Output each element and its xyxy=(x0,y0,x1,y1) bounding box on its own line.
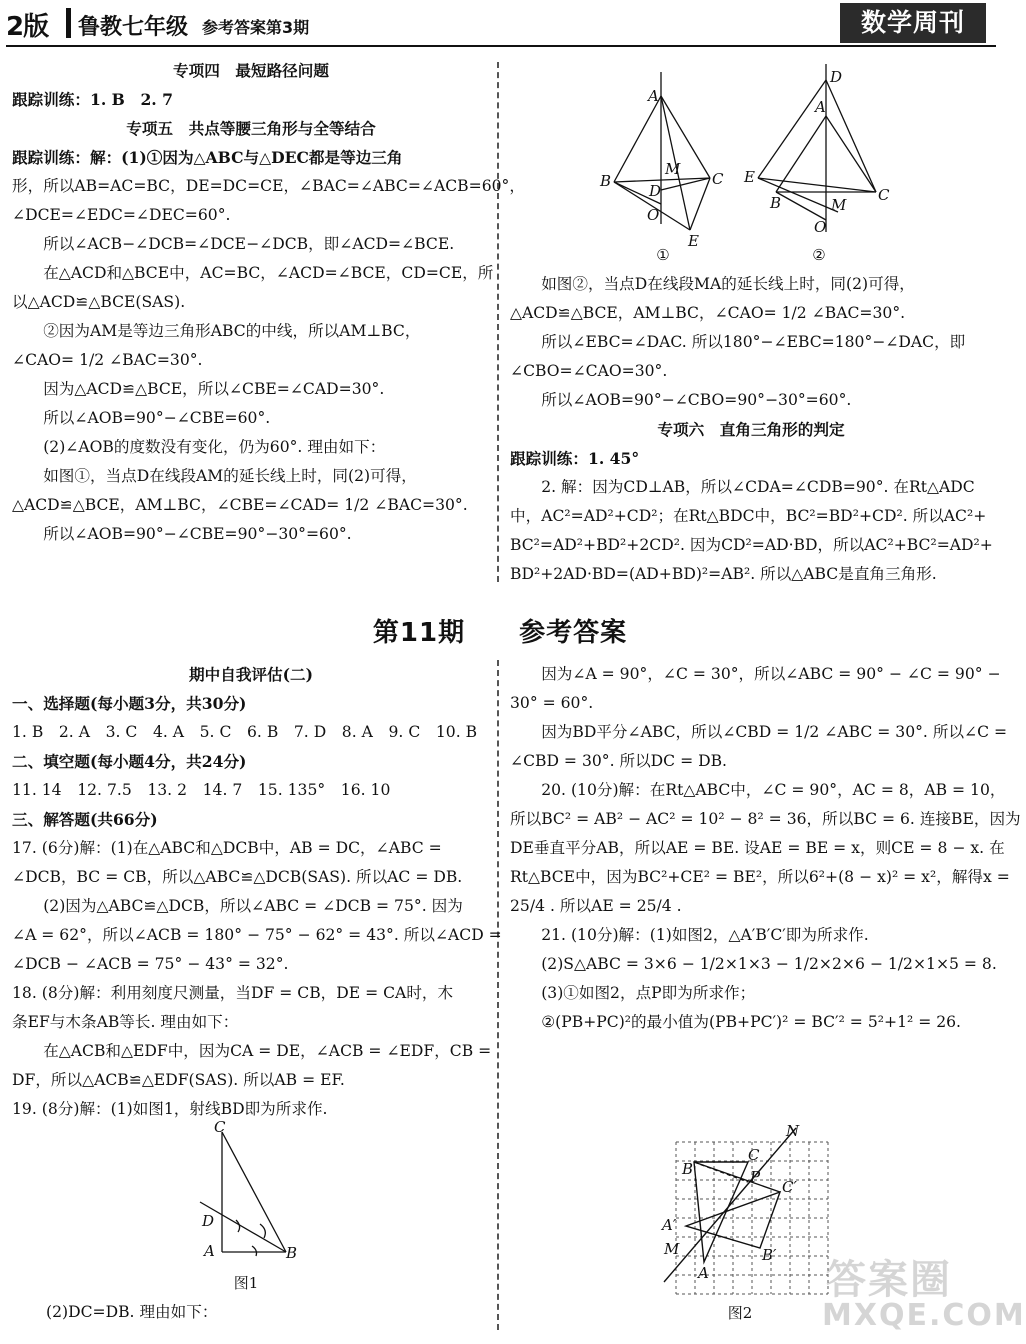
svg-text:P: P xyxy=(750,1168,761,1186)
text-line: 因为BD平分∠ABC，所以∠CBD = 1/2 ∠ABC = 30°. 所以∠C = xyxy=(541,723,1008,741)
figure-1 xyxy=(196,1120,306,1270)
svg-text:C: C xyxy=(712,170,724,188)
figure-2-caption: 图2 xyxy=(727,1304,753,1322)
text-line: DE垂直平分AB，所以AE = BE. 设AE = BE = x，则CE = 8 − x. 在 xyxy=(510,839,1005,857)
section-title: 第11期 参考答案 xyxy=(372,618,628,648)
text-line: 二、填空题(每小题4分，共24分) xyxy=(12,752,247,771)
svg-text:C: C xyxy=(214,1118,226,1136)
svg-text:B′: B′ xyxy=(762,1246,777,1264)
svg-text:O: O xyxy=(814,218,827,236)
figure-two-caption: ② xyxy=(812,246,826,264)
svg-text:B: B xyxy=(600,172,612,190)
svg-text:C′: C′ xyxy=(782,1178,797,1196)
text-line: (2)∠AOB的度数没有变化，仍为60°. 理由如下： xyxy=(43,438,386,456)
text-line: 所以∠EBC=∠DAC. 所以180°−∠EBC=180°−∠DAC，即 xyxy=(541,333,966,351)
text-line: 专项五 共点等腰三角形与全等结合 xyxy=(126,119,376,138)
text-line: ②因为AM是等边三角形ABC的中线，所以AM⊥BC， xyxy=(43,322,421,340)
text-line: 因为△ACD≌△BCE，所以∠CBE=∠CAD=30°. xyxy=(43,380,385,398)
text-line: (2)DC=DB. 理由如下： xyxy=(46,1303,218,1321)
text-line: △ACD≌△BCE，AM⊥BC，∠CBE=∠CAD= 1/2 ∠BAC=30°. xyxy=(12,496,468,514)
text-line: (2)S△ABC = 3×6 − 1/2×1×3 − 1/2×2×6 − 1/2×1×5 = 8. xyxy=(541,955,997,973)
text-line: ②(PB+PC)²的最小值为(PB+PC′)² = BC′² = 5²+1² = 26. xyxy=(541,1013,962,1031)
text-line: 所以∠AOB=90°−∠CBE=90°−30°=60°. xyxy=(43,525,352,543)
text-line: 专项四 最短路径问题 xyxy=(173,61,329,80)
figure-1-caption: 图1 xyxy=(233,1274,259,1292)
text-line: 专项六 直角三角形的判定 xyxy=(657,420,845,439)
svg-text:O: O xyxy=(647,206,660,224)
text-line: 20. (10分)解：在Rt△ABC中，∠C = 90°，AC = 8，AB = 10， xyxy=(541,781,1006,799)
grade-label: 鲁教七年级 xyxy=(78,15,189,40)
text-line: (2)因为△ABC≌△DCB，所以∠ABC = ∠DCB = 75°. 因为 xyxy=(43,897,463,915)
svg-text:B: B xyxy=(682,1160,694,1178)
svg-text:A: A xyxy=(698,1264,709,1282)
svg-text:D: D xyxy=(830,68,843,86)
text-line: 以△ACD≌△BCE(SAS). xyxy=(12,293,186,311)
text-line: BD²+2AD·BD=(AD+BD)²=AB². 所以△ABC是直角三角形. xyxy=(510,565,937,583)
figure-2 xyxy=(656,1122,834,1298)
text-line: ∠CBD = 30°. 所以DC = DB. xyxy=(510,752,728,770)
figure-two xyxy=(738,60,898,250)
text-line: ∠DCE=∠EDC=∠DEC=60°. xyxy=(12,206,231,224)
header-rule xyxy=(6,45,996,47)
text-line: 三、解答题(共66分) xyxy=(12,810,158,829)
svg-text:M: M xyxy=(665,160,681,178)
text-line: 跟踪训练：解：(1)①因为△ABC与△DEC都是等边三角 xyxy=(12,148,403,167)
text-line: ∠CBO=∠CAO=30°. xyxy=(510,362,668,380)
text-line: 一、选择题(每小题3分，共30分) xyxy=(12,694,247,713)
watermark-line1: 答案圈 xyxy=(826,1257,952,1303)
text-line: ∠A = 62°，所以∠ACB = 180° − 75° − 62° = 43°. 所以∠ACD = xyxy=(12,926,502,944)
upper-left-column xyxy=(12,56,525,549)
text-line: 所以∠ACB−∠DCB=∠DCE−∠DCB，即∠ACD=∠BCE. xyxy=(43,235,455,253)
svg-text:B: B xyxy=(286,1244,298,1262)
text-line: 期中自我评估(二) xyxy=(189,665,313,684)
text-line: 30° = 60°. xyxy=(510,694,594,712)
text-line: DF，所以△ACB≌△EDF(SAS). 所以AB = EF. xyxy=(12,1071,345,1089)
brand-logo: 数学周刊 xyxy=(840,3,986,43)
text-line: 如图②，当点D在线段MA的延长线上时，同(2)可得， xyxy=(541,275,915,293)
text-line: 1. B 2. A 3. C 4. A 5. C 6. B 7. D 8. A 9. C 10. B xyxy=(12,723,478,741)
page-header xyxy=(0,0,1000,46)
text-line: 条EF与木条AB等长. 理由如下： xyxy=(12,1013,239,1031)
lower-left-column xyxy=(12,660,502,1124)
column-divider-bottom xyxy=(497,660,499,1330)
page-version: 2版 xyxy=(6,12,49,42)
lower-right-column xyxy=(510,660,1021,1037)
svg-text:A: A xyxy=(204,1242,215,1260)
svg-text:M: M xyxy=(664,1240,680,1258)
svg-text:D: D xyxy=(649,182,662,200)
svg-text:E: E xyxy=(688,232,699,250)
column-divider-top xyxy=(497,62,499,582)
svg-text:D: D xyxy=(202,1212,215,1230)
text-line: 所以∠AOB=90°−∠CBE=60°. xyxy=(43,409,271,427)
svg-text:A: A xyxy=(648,87,659,105)
text-line: ∠CAO= 1/2 ∠BAC=30°. xyxy=(12,351,203,369)
text-line: 在△ACB和△EDF中，因为CA = DE，∠ACB = ∠EDF，CB = xyxy=(43,1042,492,1060)
text-line: ∠DCB − ∠ACB = 75° − 43° = 32°. xyxy=(12,955,289,973)
text-line: 2. 解：因为CD⊥AB，所以∠CDA=∠CDB=90°. 在Rt△ADC xyxy=(541,478,975,496)
svg-text:N: N xyxy=(786,1122,800,1140)
text-line: 17. (6分)解：(1)在△ABC和△DCB中，AB = DC，∠ABC = xyxy=(12,839,442,857)
text-line: (3)①如图2，点P即为所求作； xyxy=(541,984,756,1002)
text-line: BC²=AD²+BD²+2CD². 因为CD²=AD·BD，所以AC²+BC²=AD²+ xyxy=(510,536,993,554)
text-line: 所以∠AOB=90°−∠CBO=90°−30°=60°. xyxy=(541,391,852,409)
svg-text:A′: A′ xyxy=(662,1216,677,1234)
text-line: Rt△BCE中，因为BC²+CE² = BE²，所以6²+(8 − x)² = x²，解得x = xyxy=(510,868,1010,886)
text-line: 25/4 . 所以AE = 25/4 . xyxy=(510,897,682,915)
header-divider xyxy=(66,8,71,38)
upper-right-column xyxy=(510,270,992,589)
lower-left-tail xyxy=(46,1298,486,1327)
text-line: 因为∠A = 90°，∠C = 30°，所以∠ABC = 90° − ∠C = 90° − xyxy=(541,665,1001,683)
text-line: 形，所以AB=AC=BC，DE=DC=CE，∠BAC=∠ABC=∠ACB=60°， xyxy=(12,177,525,195)
svg-text:E: E xyxy=(744,168,755,186)
text-line: 在△ACD和△BCE中，AC=BC，∠ACD=∠BCE，CD=CE，所 xyxy=(43,264,494,282)
text-line: 19. (8分)解：(1)如图1，射线BD即为所求作. xyxy=(12,1100,328,1118)
text-line: 11. 14 12. 7.5 13. 2 14. 7 15. 135° 16. 10 xyxy=(12,781,391,799)
svg-text:B: B xyxy=(770,194,782,212)
text-line: 跟踪训练：1. B 2. 7 xyxy=(12,90,174,109)
figure-one-caption: ① xyxy=(656,246,670,264)
text-line: 21. (10分)解：(1)如图2，△A′B′C′即为所求作. xyxy=(541,926,869,944)
figure-one xyxy=(598,64,730,264)
text-line: ∠DCB，BC = CB，所以△ABC≌△DCB(SAS). 所以AC = DB. xyxy=(12,868,463,886)
text-line: △ACD≌△BCE，AM⊥BC，∠CAO= 1/2 ∠BAC=30°. xyxy=(510,304,906,322)
text-line: 跟踪训练：1. 45° xyxy=(510,449,640,468)
text-line: 18. (8分)解：利用刻度尺测量，当DF = CB，DE = CA时，木 xyxy=(12,984,454,1002)
text-line: 中，AC²=AD²+CD²；在Rt△BDC中，BC²=BD²+CD². 所以AC²+ xyxy=(510,507,987,525)
text-line: 所以BC² = AB² − AC² = 10² − 8² = 36，所以BC = 6. 连接BE，因为 xyxy=(510,810,1021,828)
svg-text:C: C xyxy=(748,1146,760,1164)
svg-text:C: C xyxy=(878,186,890,204)
svg-text:M: M xyxy=(831,196,847,214)
watermark-line2: MXQE.COM xyxy=(822,1298,1026,1333)
text-line: 如图①，当点D在线段AM的延长线上时，同(2)可得， xyxy=(43,467,417,485)
issue-label: 参考答案第3期 xyxy=(202,18,310,37)
svg-text:A: A xyxy=(815,98,826,116)
watermark xyxy=(818,1248,1026,1338)
